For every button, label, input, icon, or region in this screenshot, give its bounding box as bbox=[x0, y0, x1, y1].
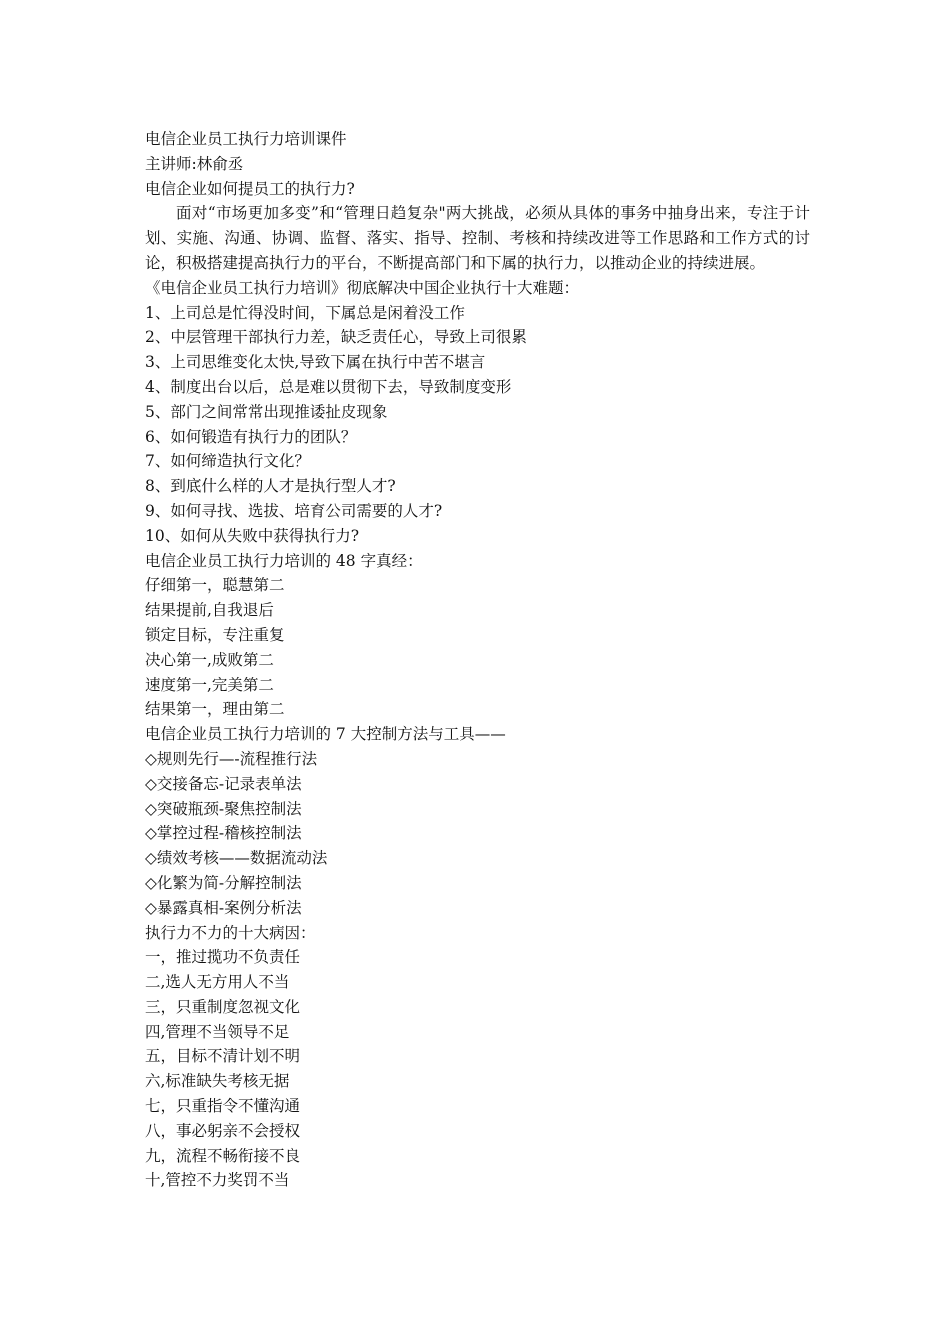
list-item: 速度第一,完美第二 bbox=[145, 675, 274, 694]
list-item: ◇突破瓶颈-聚焦控制法 bbox=[145, 799, 302, 818]
scripture-heading: 电信企业员工执行力培训的 48 字真经： bbox=[145, 551, 423, 570]
scripture-list bbox=[145, 573, 810, 722]
list-item: 五，目标不清计划不明 bbox=[145, 1047, 301, 1066]
list-item: 9、如何寻找、选拔、培育公司需要的人才? bbox=[145, 501, 443, 520]
list-item: 七，只重指令不懂沟通 bbox=[145, 1097, 301, 1116]
document-body bbox=[145, 127, 810, 1193]
list-item: ◇暴露真相-案例分析法 bbox=[145, 898, 302, 917]
list-item: 一，推过揽功不负责任 bbox=[145, 948, 301, 967]
lecturer: 主讲师:林俞丞 bbox=[145, 154, 244, 173]
list-item: 8、到底什么样的人才是执行型人才? bbox=[145, 477, 396, 496]
causes-list bbox=[145, 945, 810, 1193]
list-item: 八，事必躬亲不会授权 bbox=[145, 1121, 301, 1140]
list-item: 决心第一,成败第二 bbox=[145, 650, 274, 669]
intro-paragraph: 面对“市场更加多变”和“管理日趋复杂"两大挑战，必须从具体的事务中抽身出来，专注于计划、实施、沟通、协调、监督、落实、指导、控制、考核和持续改进等工作思路和工作方式的讨论，积极搭建提高执行力的平台，不断提高部门和下属的执行力，以推动企业的持续进展。 bbox=[145, 204, 810, 272]
question-heading: 电信企业如何提员工的执行力? bbox=[145, 179, 355, 198]
list-item: ◇交接备忘-记录表单法 bbox=[145, 774, 302, 793]
methods-heading: 电信企业员工执行力培训的 7 大控制方法与工具—— bbox=[145, 725, 506, 744]
list-item: 3、上司思维变化太快,导致下属在执行中苦不堪言 bbox=[145, 353, 486, 372]
list-item: 5、部门之间常常出现推诿扯皮现象 bbox=[145, 402, 388, 421]
problems-list bbox=[145, 301, 810, 549]
list-item: 2、中层管理干部执行力差，缺乏责任心，导致上司很累 bbox=[145, 328, 527, 347]
list-item: 6、如何锻造有执行力的团队？ bbox=[145, 427, 357, 446]
list-item: 结果提前,自我退后 bbox=[145, 601, 274, 620]
list-item: 4、制度出台以后，总是难以贯彻下去，导致制度变形 bbox=[145, 377, 512, 396]
problems-heading: 《电信企业员工执行力培训》彻底解决中国企业执行十大难题： bbox=[145, 278, 580, 297]
list-item: 7、如何缔造执行文化？ bbox=[145, 452, 310, 471]
list-item: 二,选人无方用人不当 bbox=[145, 973, 290, 992]
list-item: 十,管控不力奖罚不当 bbox=[145, 1171, 290, 1190]
document-title: 电信企业员工执行力培训课件 bbox=[145, 130, 347, 148]
list-item: 仔细第一，聪慧第二 bbox=[145, 576, 285, 595]
list-item: 九，流程不畅衔接不良 bbox=[145, 1146, 301, 1165]
list-item: 六,标准缺失考核无据 bbox=[145, 1072, 290, 1091]
causes-heading: 执行力不力的十大病因： bbox=[145, 923, 316, 942]
list-item: 锁定目标，专注重复 bbox=[145, 625, 285, 644]
list-item: 结果第一，理由第二 bbox=[145, 700, 285, 719]
list-item: 1、上司总是忙得没时间，下属总是闲着没工作 bbox=[145, 303, 465, 322]
methods-list bbox=[145, 747, 810, 921]
list-item: ◇掌控过程-稽核控制法 bbox=[145, 824, 302, 843]
list-item: 10、如何从失败中获得执行力? bbox=[145, 526, 360, 545]
list-item: ◇绩效考核——数据流动法 bbox=[145, 849, 328, 868]
list-item: ◇规则先行—-流程推行法 bbox=[145, 749, 318, 768]
list-item: ◇化繁为简-分解控制法 bbox=[145, 873, 302, 892]
list-item: 三，只重制度忽视文化 bbox=[145, 997, 301, 1016]
list-item: 四,管理不当领导不足 bbox=[145, 1022, 290, 1041]
